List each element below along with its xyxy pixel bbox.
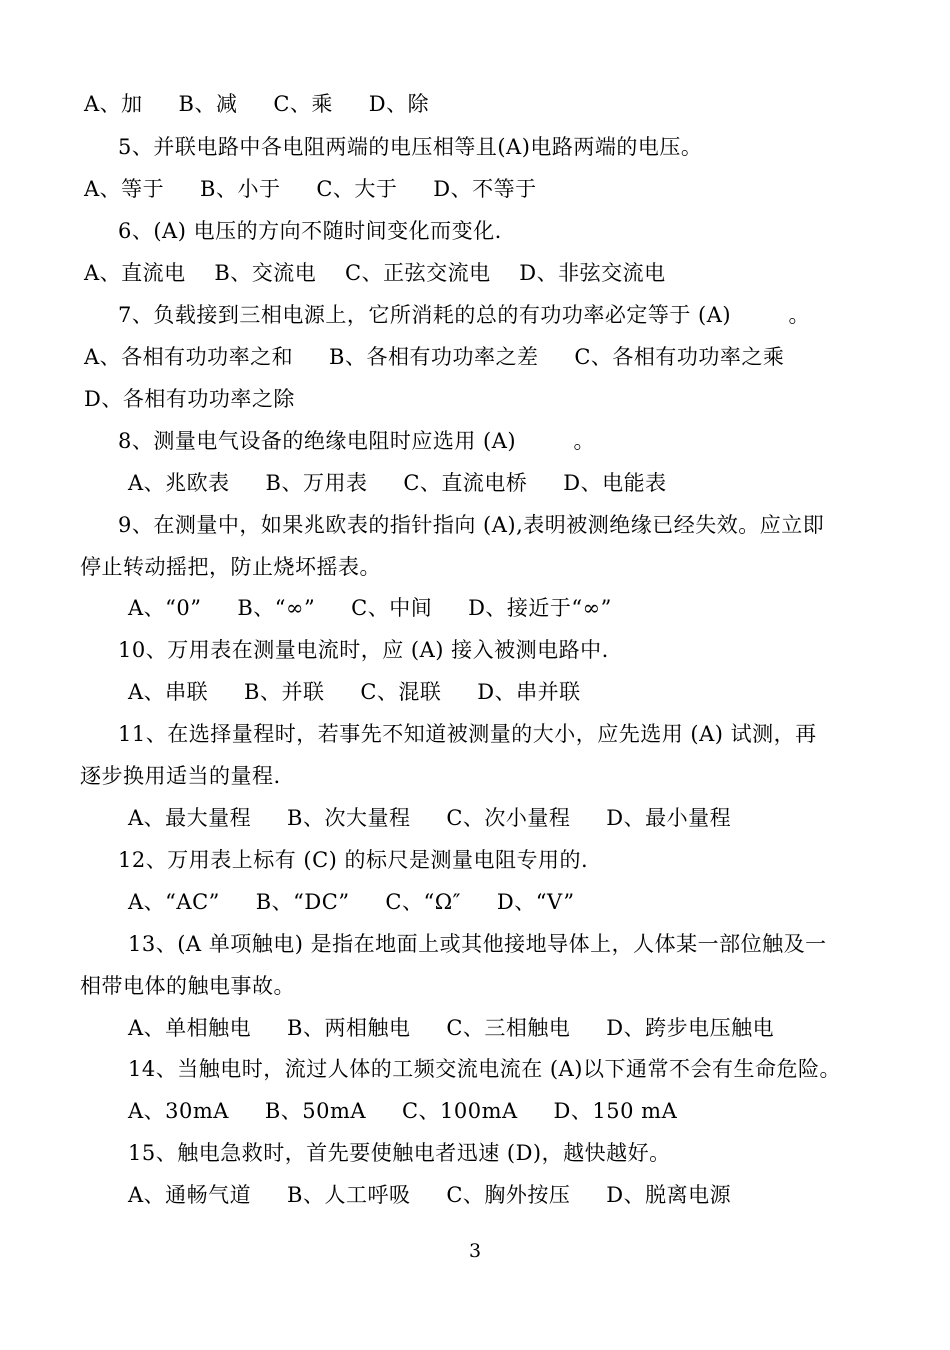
text-line: 9、在测量中，如果兆欧表的指针指向 (A),表明被测绝缘已经失效。应立即	[118, 513, 825, 537]
text-line: A、加 B、减 C、乘 D、除	[84, 92, 430, 116]
page-number: 3	[468, 1240, 482, 1262]
text-line: 相带电体的触电事故。	[80, 974, 295, 998]
text-line: 6、(A) 电压的方向不随时间变化而变化.	[118, 219, 502, 243]
text-line: A、单相触电 B、两相触电 C、三相触电 D、跨步电压触电	[128, 1016, 775, 1040]
text-line: A、直流电 B、交流电 C、正弦交流电 D、非弦交流电	[84, 261, 666, 285]
text-line: A、等于 B、小于 C、大于 D、不等于	[84, 177, 537, 201]
text-line: A、通畅气道 B、人工呼吸 C、胸外按压 D、脱离电源	[128, 1183, 732, 1207]
text-line: A、“AC” B、“DC” C、“Ω″ D、“V”	[128, 890, 575, 914]
text-line: A、各相有功功率之和 B、各相有功功率之差 C、各相有功功率之乘	[84, 345, 785, 369]
text-line: 7、负载接到三相电源上，它所消耗的总的有功功率必定等于 (A) 。	[118, 303, 810, 327]
text-line: A、最大量程 B、次大量程 C、次小量程 D、最小量程	[128, 806, 732, 830]
text-line: 13、(A 单项触电) 是指在地面上或其他接地导体上，人体某一部位触及一	[128, 932, 827, 956]
text-line: A、30mA B、50mA C、100mA D、150 mA	[128, 1099, 678, 1123]
text-line: A、“0” B、“∞” C、中间 D、接近于“∞”	[128, 596, 612, 620]
text-line: D、各相有功功率之除	[84, 387, 295, 411]
text-line: 8、测量电气设备的绝缘电阻时应选用 (A) 。	[118, 429, 595, 453]
text-line: 停止转动摇把，防止烧坏摇表。	[80, 555, 381, 579]
text-line: 10、万用表在测量电流时，应 (A) 接入被测电路中.	[118, 638, 609, 662]
text-line: 5、并联电路中各电阻两端的电压相等且(A)电路两端的电压。	[118, 135, 703, 159]
text-line: A、兆欧表 B、万用表 C、直流电桥 D、电能表	[128, 471, 667, 495]
text-line: 11、在选择量程时，若事先不知道被测量的大小，应先选用 (A) 试测，再	[118, 722, 817, 746]
text-line: 14、当触电时，流过人体的工频交流电流在 (A)以下通常不会有生命危险。	[128, 1057, 841, 1081]
text-line: 逐步换用适当的量程.	[80, 764, 281, 788]
text-line: 15、触电急救时，首先要使触电者迅速 (D)，越快越好。	[128, 1141, 671, 1165]
text-line: 12、万用表上标有 (C) 的标尺是测量电阻专用的.	[118, 848, 589, 872]
text-line: A、串联 B、并联 C、混联 D、串并联	[128, 680, 581, 704]
